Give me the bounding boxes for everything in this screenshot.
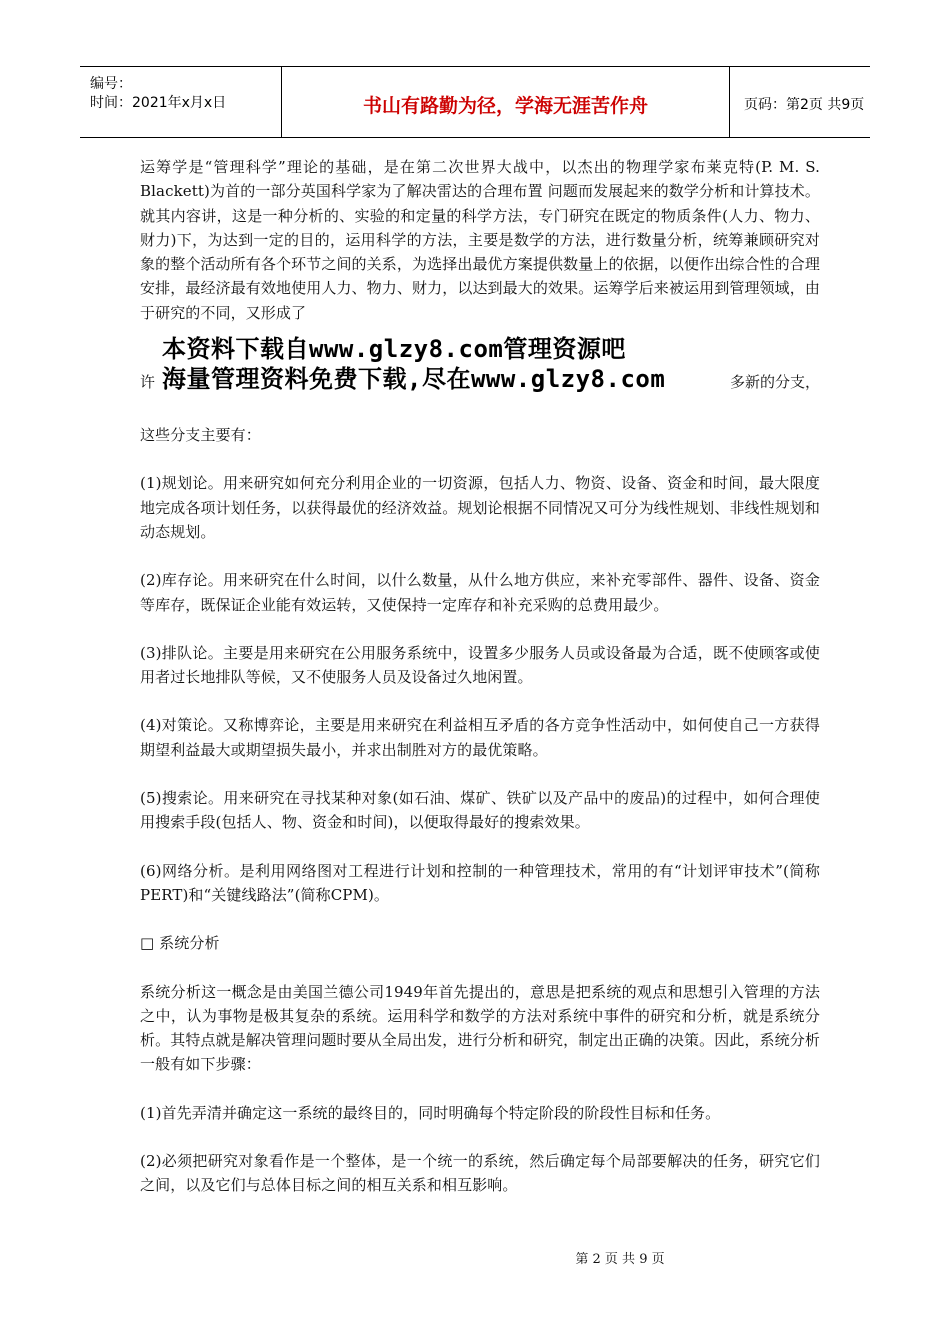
intro-paragraph: 运筹学是“管理科学”理论的基础，是在第二次世界大战中，以杰出的物理学家布莱克特(P. M. S. Blackett)为首的一部分英国科学家为了解决雷达的合理布置 问题而发展起来的数学分析和计算技术。就其内容讲，这是一种分析的、实验的和定量的科学方法，专门研究在既定的物质条件(人力、物力、财力)下，为达到一定的目的，运用科学的方法，主要是数学的方法，进行数量分析，统筹兼顾研究对象的整个活动所有各个环节之间的关系，为选择出最优方案提供数量上的依据，以便作出综合性的合理安排，最经济最有效地使用人力、物力、财力，以达到最大的效果。运筹学后来被运用到管理领域，由于研究的不同，又形成了 [140, 158, 820, 322]
header-motto-cell [282, 67, 730, 137]
document-number-label: 编号： [90, 76, 132, 92]
banner-lead-text: 许 [140, 373, 156, 392]
branch-item: (2)库存论。用来研究在什么时间，以什么数量，从什么地方供应，来补充零部件、器件、设备、资金等库存，既保证企业能有效运转，又使保持一定库存和补充采购的总费用最少。 [140, 571, 820, 614]
banner-line-2: 海量管理资料免费下载,尽在www.glzy8.com [162, 365, 666, 394]
header-page-info: 页码：第2页 共9页 [744, 97, 865, 113]
section-heading: □ 系统分析 [140, 934, 220, 953]
document-date-label: 时间：2021年x月x日 [90, 95, 227, 111]
step-item: (2)必须把研究对象看作是一个整体，是一个统一的系统，然后确定每个局部要解决的任务，研究它们之间，以及它们与总体目标之间的相互关系和相互影响。 [140, 1152, 820, 1195]
header-info-cell [80, 67, 282, 137]
download-banner [140, 329, 820, 417]
header-page-cell [730, 67, 870, 137]
page-header [80, 66, 870, 138]
system-analysis-paragraph: 系统分析这一概念是由美国兰德公司1949年首先提出的，意思是把系统的观点和思想引入管理的方法之中，认为事物是极其复杂的系统。运用科学和数学的方法对系统中事件的研究和分析，就是系统分析。其特点就是解决管理问题时要从全局出发，进行分析和研究，制定出正确的决策。因此，系统分析一般有如下步骤： [140, 982, 820, 1074]
branch-item: (3)排队论。主要是用来研究在公用服务系统中，设置多少服务人员或设备最为合适，既不使顾客或使用者过长地排队等候，又不使服务人员及设备过久地闲置。 [140, 643, 820, 687]
branch-item: (4)对策论。又称博弈论，主要是用来研究在利益相互矛盾的各方竞争性活动中，如何使自己一方获得期望利益最大或期望损失最小，并求出制胜对方的最优策略。 [140, 716, 820, 759]
page-footer: 第 2 页 共 9 页 [575, 1252, 665, 1267]
banner-line-1: 本资料下载自www.glzy8.com管理资源吧 [162, 335, 626, 364]
branch-item: (6)网络分析。是利用网络图对工程进行计划和控制的一种管理技术，常用的有“计划评审技术”(简称PERT)和“关键线路法”(简称CPM)。 [140, 861, 820, 904]
step-item: (1)首先弄清并确定这一系统的最终目的，同时明确每个特定阶段的阶段性目标和任务。 [140, 1103, 721, 1122]
branch-item: (5)搜索论。用来研究在寻找某种对象(如石油、煤矿、铁矿以及产品中的废品)的过程中，如何合理使用搜索手段(包括人、物、资金和时间)，以便取得最好的搜索效果。 [140, 789, 820, 832]
branch-item: (1)规划论。用来研究如何充分利用企业的一切资源，包括人力、物资、设备、资金和时间，最大限度地完成各项计划任务，以获得最优的经济效益。规划论根据不同情况又可分为线性规划、非线性规划和动态规划。 [140, 474, 820, 541]
branches-intro: 这些分支主要有： [140, 426, 261, 445]
header-motto: 书山有路勤为径，学海无涯苦作舟 [362, 95, 648, 117]
banner-tail-text: 多新的分支， [729, 373, 820, 392]
document-body [140, 155, 820, 1222]
